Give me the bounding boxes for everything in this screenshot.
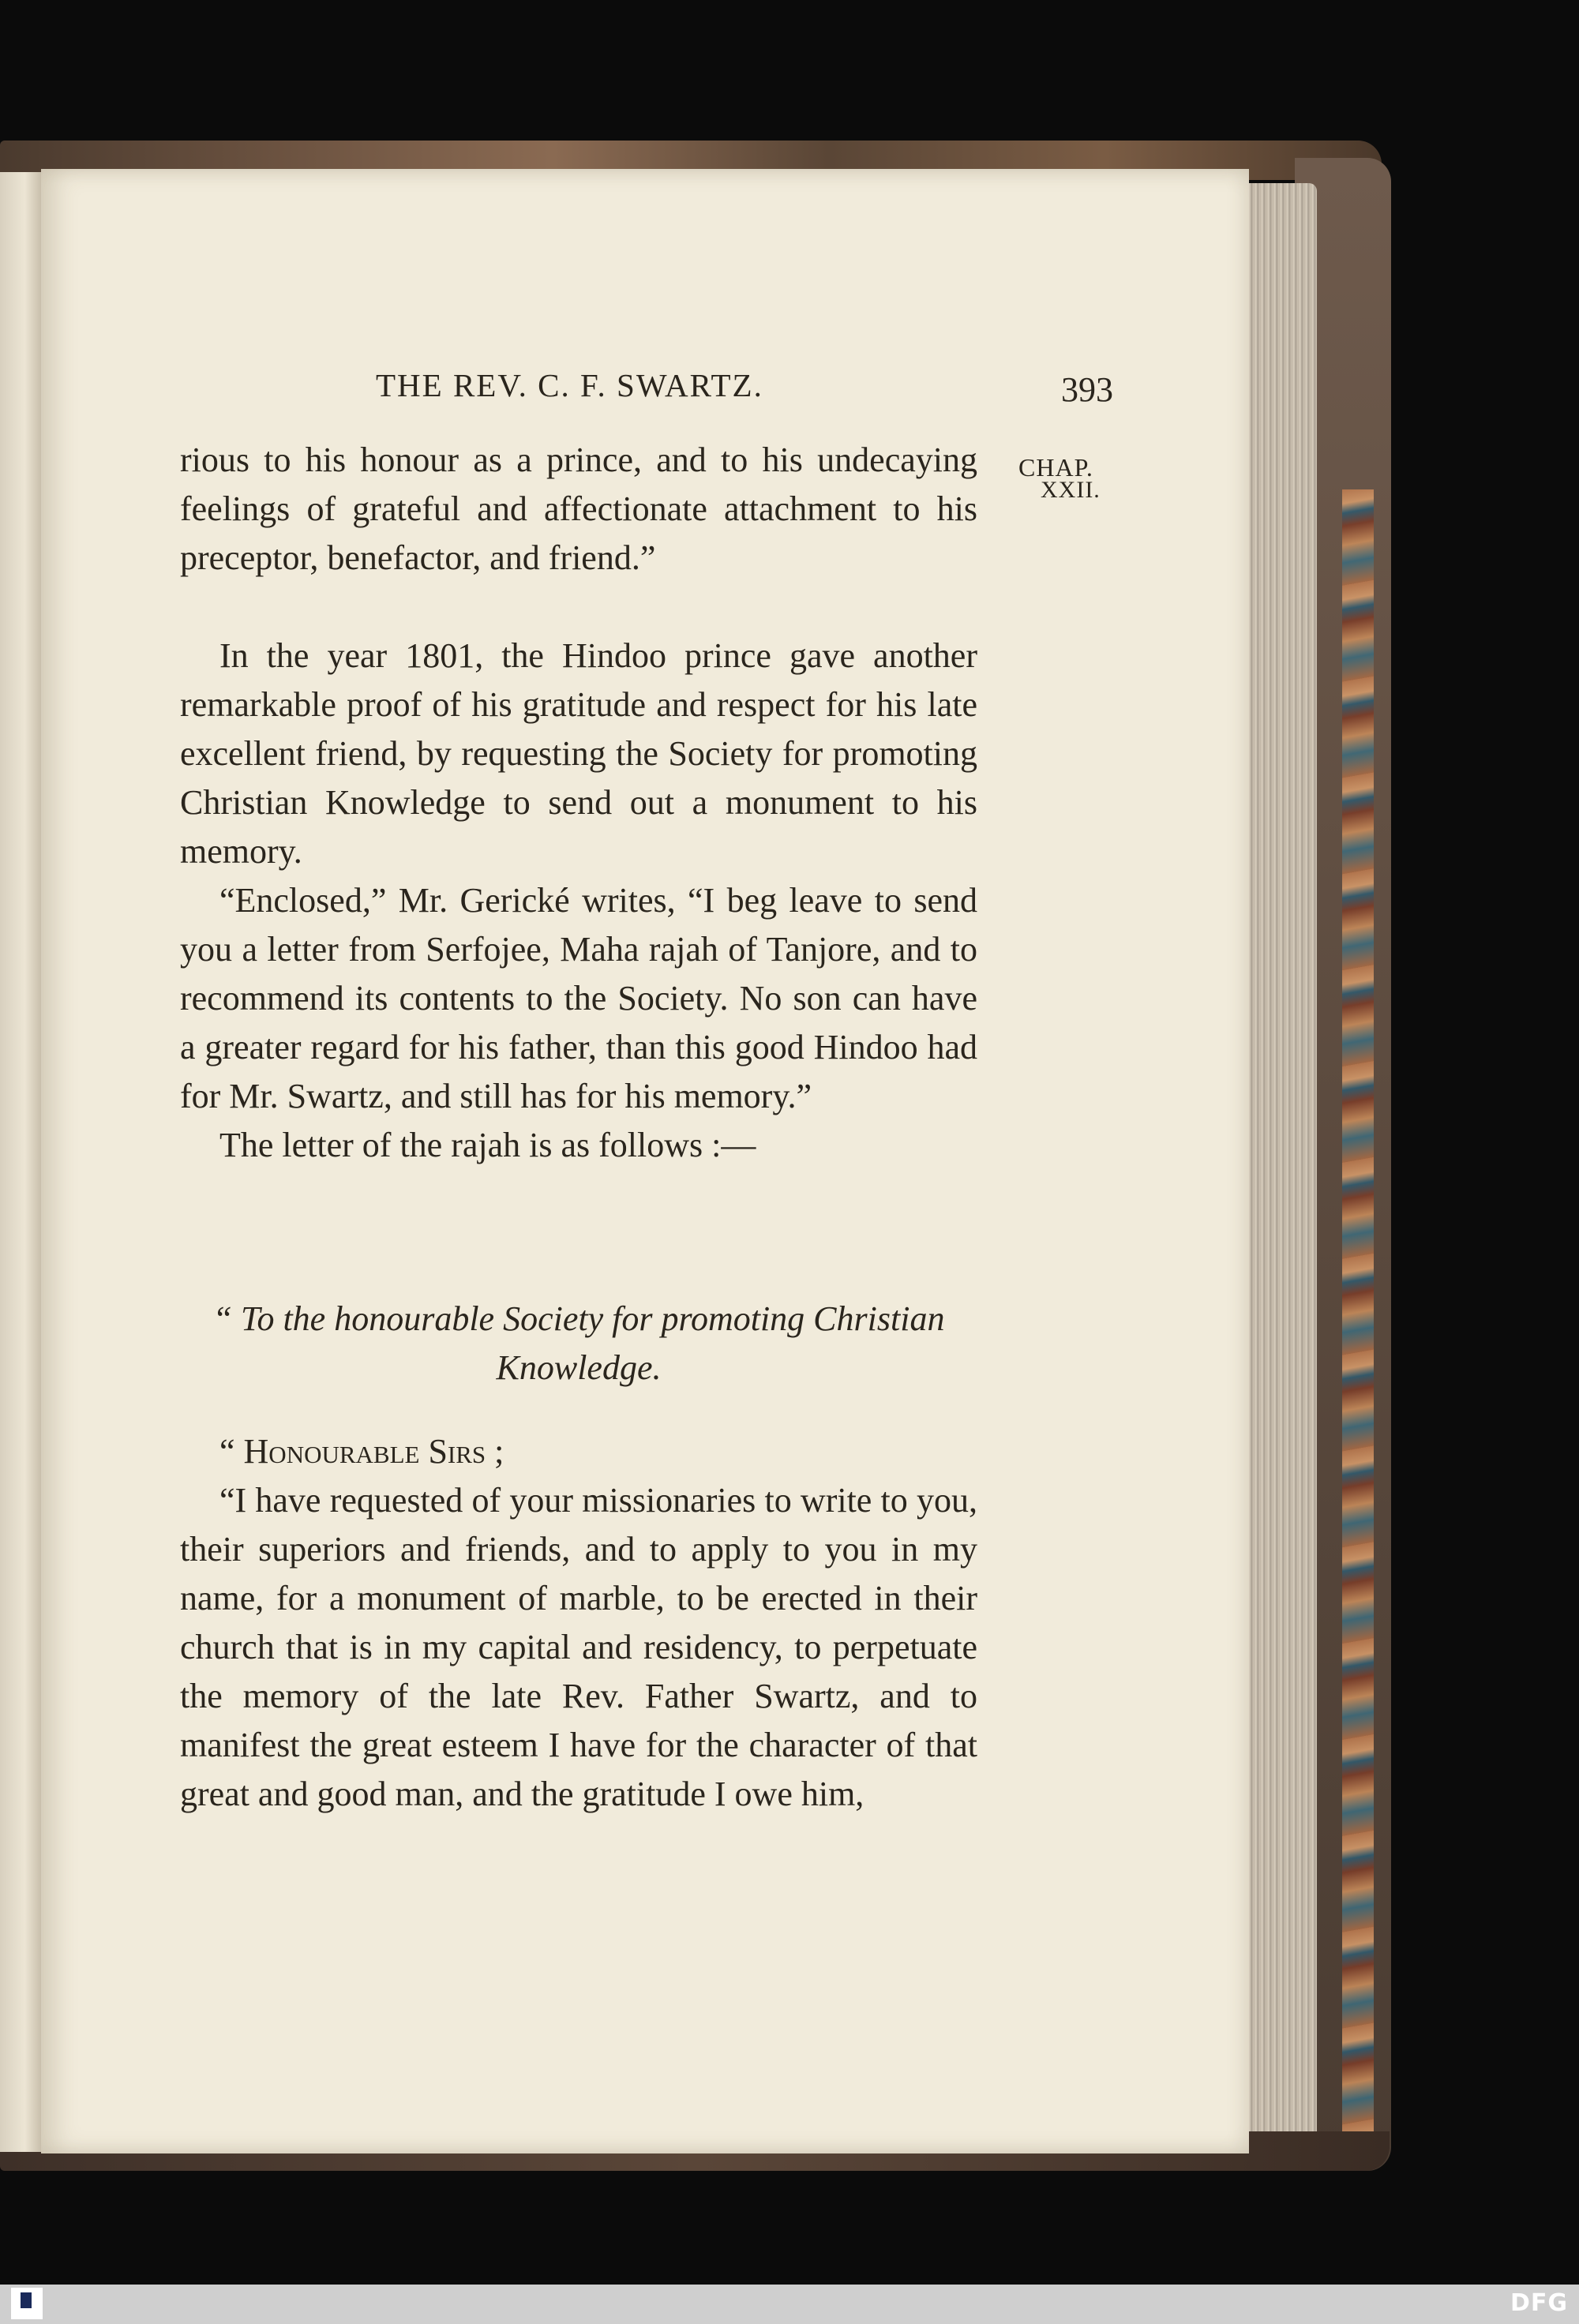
paragraph-monument-request: In the year 1801, the Hindoo prince gave another remarkable proof of his gratitude and respect for his late excellent friend, by requesting the Society for promoting Christian Knowledge to send out a monument to his memory. [180,636,977,871]
viewer-footer-bar [0,2285,1579,2324]
running-head: THE REV. C. F. SWARTZ. [376,367,763,403]
letter-body: “I have requested of your missionaries to write to you, their superiors and friends, and to apply to you in my name, for a monument of marble, to be erected in their church that is in my capital and residency, to perpetuate the memory of the late Rev. Father Swartz, and to manifest the great esteem I have for the character of that great and good man, and the gratitude I owe him, [180,1481,977,1813]
chapter-margin-number: XXII. [1041,477,1101,503]
body-text-main [180,632,977,1170]
left-page-sliver [0,172,41,2152]
paragraph-gericke-quote: “Enclosed,” Mr. Gerické writes, “I beg leave to send you a letter from Serfojee, Maha rajah of Tanjore, and to recommend its contents to the Society. No son can have a greater regard for his father, than this good Hindoo had for Mr. Swartz, and still has for his memory.” [180,881,977,1115]
letter-salutation: “ Honourable Sirs ; [219,1432,504,1471]
marbled-endpaper-edge [1342,489,1374,2131]
page-number: 393 [1061,370,1113,409]
library-logo-icon [11,2288,43,2319]
chapter-margin-label: CHAP. [1018,453,1093,482]
dfg-logo: DFG [1510,2289,1568,2317]
letter-address: “ To the honourable Society for promoting Christian Knowledge. [212,1299,945,1387]
paragraph-continuation: rious to his honour as a prince, and to his undecaying feelings of grateful and affectionate attachment to his preceptor, benefactor, and friend.” [180,440,977,577]
paragraph-letter-intro: The letter of the rajah is as follows :— [219,1126,756,1164]
letter-body-block [180,1427,977,1819]
body-text-top [180,436,977,583]
